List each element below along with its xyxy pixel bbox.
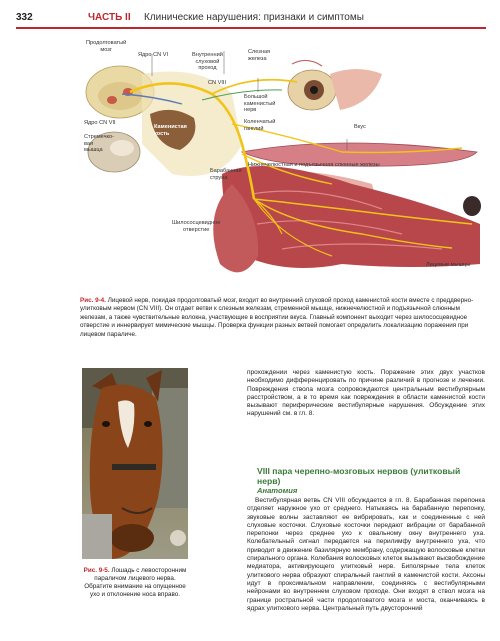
section-title: VIII пара черепно-мозговых нервов (улитковый нерв): [257, 466, 461, 486]
label-facial-muscles: Лицевые мышцы: [426, 262, 471, 268]
body-paragraph-1: прохождении через каменистую кость. Поражение этих двух участков необходимо дифференцировать по причине различий в прогнозе и лечении. Повреждения ствола мозга сопровождаются центральным вестибулярным расстройством, а в то время как повреждения в области каменистой кости вызывают периферические вестибулярные нарушения. Обсуждение этих нарушений см. в гл. 8.: [247, 369, 485, 418]
label-greater-petrosal: Большой каменистый нерв: [244, 94, 276, 114]
caption-lead: Рис. 9-4.: [80, 297, 106, 304]
subsection-title: Анатомия: [257, 486, 298, 495]
label-stylomastoid: Шилососцевидное отверстие: [172, 220, 221, 233]
figure-9-5-caption: [82, 567, 188, 599]
label-cn-viii: CN VIII: [208, 80, 227, 86]
caption-lead: Рис. 9-5.: [83, 567, 110, 574]
horse-photo: [82, 368, 188, 559]
label-stapedius: Стремечко- вая мышца: [84, 134, 114, 154]
label-petrous-bone: Каменистая кость: [154, 124, 187, 137]
running-header: [16, 12, 486, 28]
label-internal-meatus: Внутренний слуховой проход: [192, 52, 223, 72]
label-nucleus-vi: Ядро CN VI: [138, 52, 168, 58]
page-number: 332: [16, 12, 33, 23]
label-geniculate: Коленчатый ганглий: [244, 119, 276, 132]
horse-photo-image: [82, 368, 188, 559]
label-chorda-tympani: Барабанная струна: [210, 168, 242, 181]
part-label: ЧАСТЬ II: [88, 12, 131, 23]
label-taste: Вкус: [354, 124, 366, 130]
facial-nerve-illustration: [82, 34, 482, 284]
figure-9-4-caption: [80, 297, 484, 339]
caption-text: Лицевой нерв, покидая продолговатый мозг, входит во внутренний слуховой проход каменистой кости вместе с преддверно-улитковым нервом (CN VIII). Он отдает ветви к слезным железам, стременной мышце, нижнечелюстной и подъязычной слюнным железам, а также чувствительные волокна, участвующие в восприятии вкуса. Главный компонент выходит через шилососцевидное отверстие и иннервирует мимические мышцы. Проверка функции разных ветвей помогает определить локализацию поражения при лицевом параличе.: [80, 297, 474, 338]
label-salivary-glands: Нижнечелюстная и подъязычная слюнные железы: [248, 162, 380, 168]
label-lacrimal-gland: Слезная железа: [248, 49, 271, 62]
label-medulla: Продолговатый мозг: [86, 40, 127, 53]
chapter-title: Клинические нарушения: признаки и симптомы: [144, 12, 364, 23]
caption-text: Лошадь с левосторонним параличом лицевого нерва. Обратите внимание на опущенное ухо и отклонение носа вправо.: [84, 567, 187, 598]
label-nucleus-vii: Ядро CN VII: [84, 120, 116, 126]
body-paragraph-2: Вестибулярная ветвь CN VIII обсуждается в гл. 8. Барабанная перепонка отделяет наружное ухо от среднего. Натыкаясь на барабанную перепонку, звуковые волны заставляют ее вибрировать, как и соединенные с ней слуховые косточки. Слуховые косточки передают вибрации от барабанной перепонки через среднее ухо к овальному окну внутреннего уха. Колебательный сигнал передается на перилимфу внутреннего уха, что приводит в движение базилярную мембрану, содержащую волосковые клетки спирального органа. Колебания волосковых клеток вызывают высвобождение медиатора, активирующего улитковый нерв. Биполярные тела клеток улиткового нерва образуют спиральный ганглий в каменистой кости. Аксоны идут в проксимальном направлении, соединяясь с вестибулярными нейронами во внутреннем слуховом проходе. Они входят в ствол мозга на границе ростральной части продолговатого мозга и моста, оканчиваясь в ядрах улиткового нерва. Центральный путь двусторонний: [247, 497, 485, 612]
header-rule: [16, 27, 486, 29]
figure-9-4: [82, 34, 482, 284]
